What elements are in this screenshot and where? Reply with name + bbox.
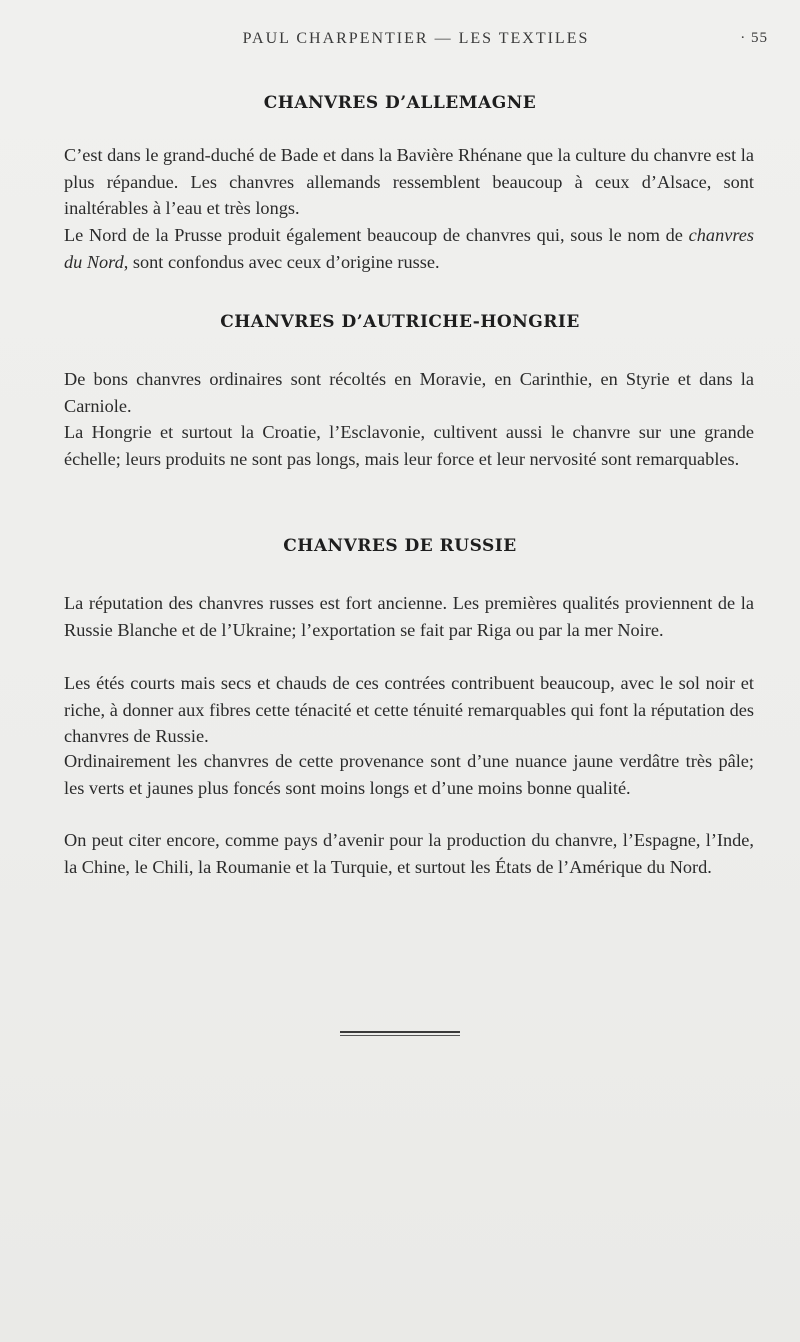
paragraph-text: La réputation des chanvres russes est fort ancienne. Les premières qualités proviennent de la Russie Blanche et de l’Ukraine; l’exportation se fait par Riga ou par la mer Noire. bbox=[64, 593, 754, 640]
paragraph bbox=[64, 670, 754, 750]
paragraph bbox=[64, 419, 754, 472]
running-title: PAUL CHARPENTIER — LES TEXTILES bbox=[242, 30, 590, 47]
paragraph-text: On peut citer encore, comme pays d’avenir pour la production du chanvre, l’Espagne, l’Inde, la Chine, le Chili, la Roumanie et la Turquie, et surtout les États de l’Amérique du Nord. bbox=[64, 830, 754, 877]
paragraph bbox=[64, 142, 754, 222]
paragraph-text: La Hongrie et surtout la Croatie, l’Esclavonie, cultivent aussi le chanvre sur une grande échelle; leurs produits ne sont pas longs, mais leur force et leur nervosité sont remarquables. bbox=[64, 422, 754, 469]
section-heading-russie: CHANVRES DE RUSSIE bbox=[283, 536, 517, 556]
paragraph bbox=[64, 366, 754, 419]
paragraph bbox=[64, 590, 754, 643]
italic-term: chanvres du Nord bbox=[64, 225, 754, 272]
paragraph-text: Le Nord de la Prusse produit également beaucoup de chanvres qui, sous le nom de bbox=[64, 225, 689, 245]
section-heading-allemagne: CHANVRES D’ALLEMAGNE bbox=[263, 93, 537, 113]
section-heading-autriche-hongrie: CHANVRES D’AUTRICHE-HONGRIE bbox=[220, 312, 580, 332]
paragraph bbox=[64, 827, 754, 880]
paragraph-text: , sont confondus avec ceux d’origine russe. bbox=[123, 251, 440, 272]
running-head bbox=[64, 30, 768, 52]
paragraph-text: Les étés courts mais secs et chauds de ces contrées contribuent beaucoup, avec le sol noir et riche, à donner aux fibres cette ténacité et cette ténuité remarquables qui font la réputation des chanvres de Russie. bbox=[64, 673, 754, 746]
paragraph-text: De bons chanvres ordinaires sont récoltés en Moravie, en Carinthie, en Styrie et dans la Carniole. bbox=[64, 369, 754, 416]
page-number: · 55 bbox=[740, 30, 768, 46]
paragraph-text: C’est dans le grand-duché de Bade et dans la Bavière Rhénane que la culture du chanvre est la plus répandue. Les chanvres allemands ressemblent beaucoup à ceux d’Alsace, sont inaltérables à l’eau et très longs. bbox=[64, 145, 754, 218]
paragraph bbox=[64, 748, 754, 801]
paragraph bbox=[64, 222, 754, 275]
closing-rule bbox=[340, 1031, 460, 1036]
paragraph-text: Ordinairement les chanvres de cette provenance sont d’une nuance jaune verdâtre très pâle; les verts et jaunes plus foncés sont moins longs et d’une moins bonne qualité. bbox=[64, 751, 754, 798]
